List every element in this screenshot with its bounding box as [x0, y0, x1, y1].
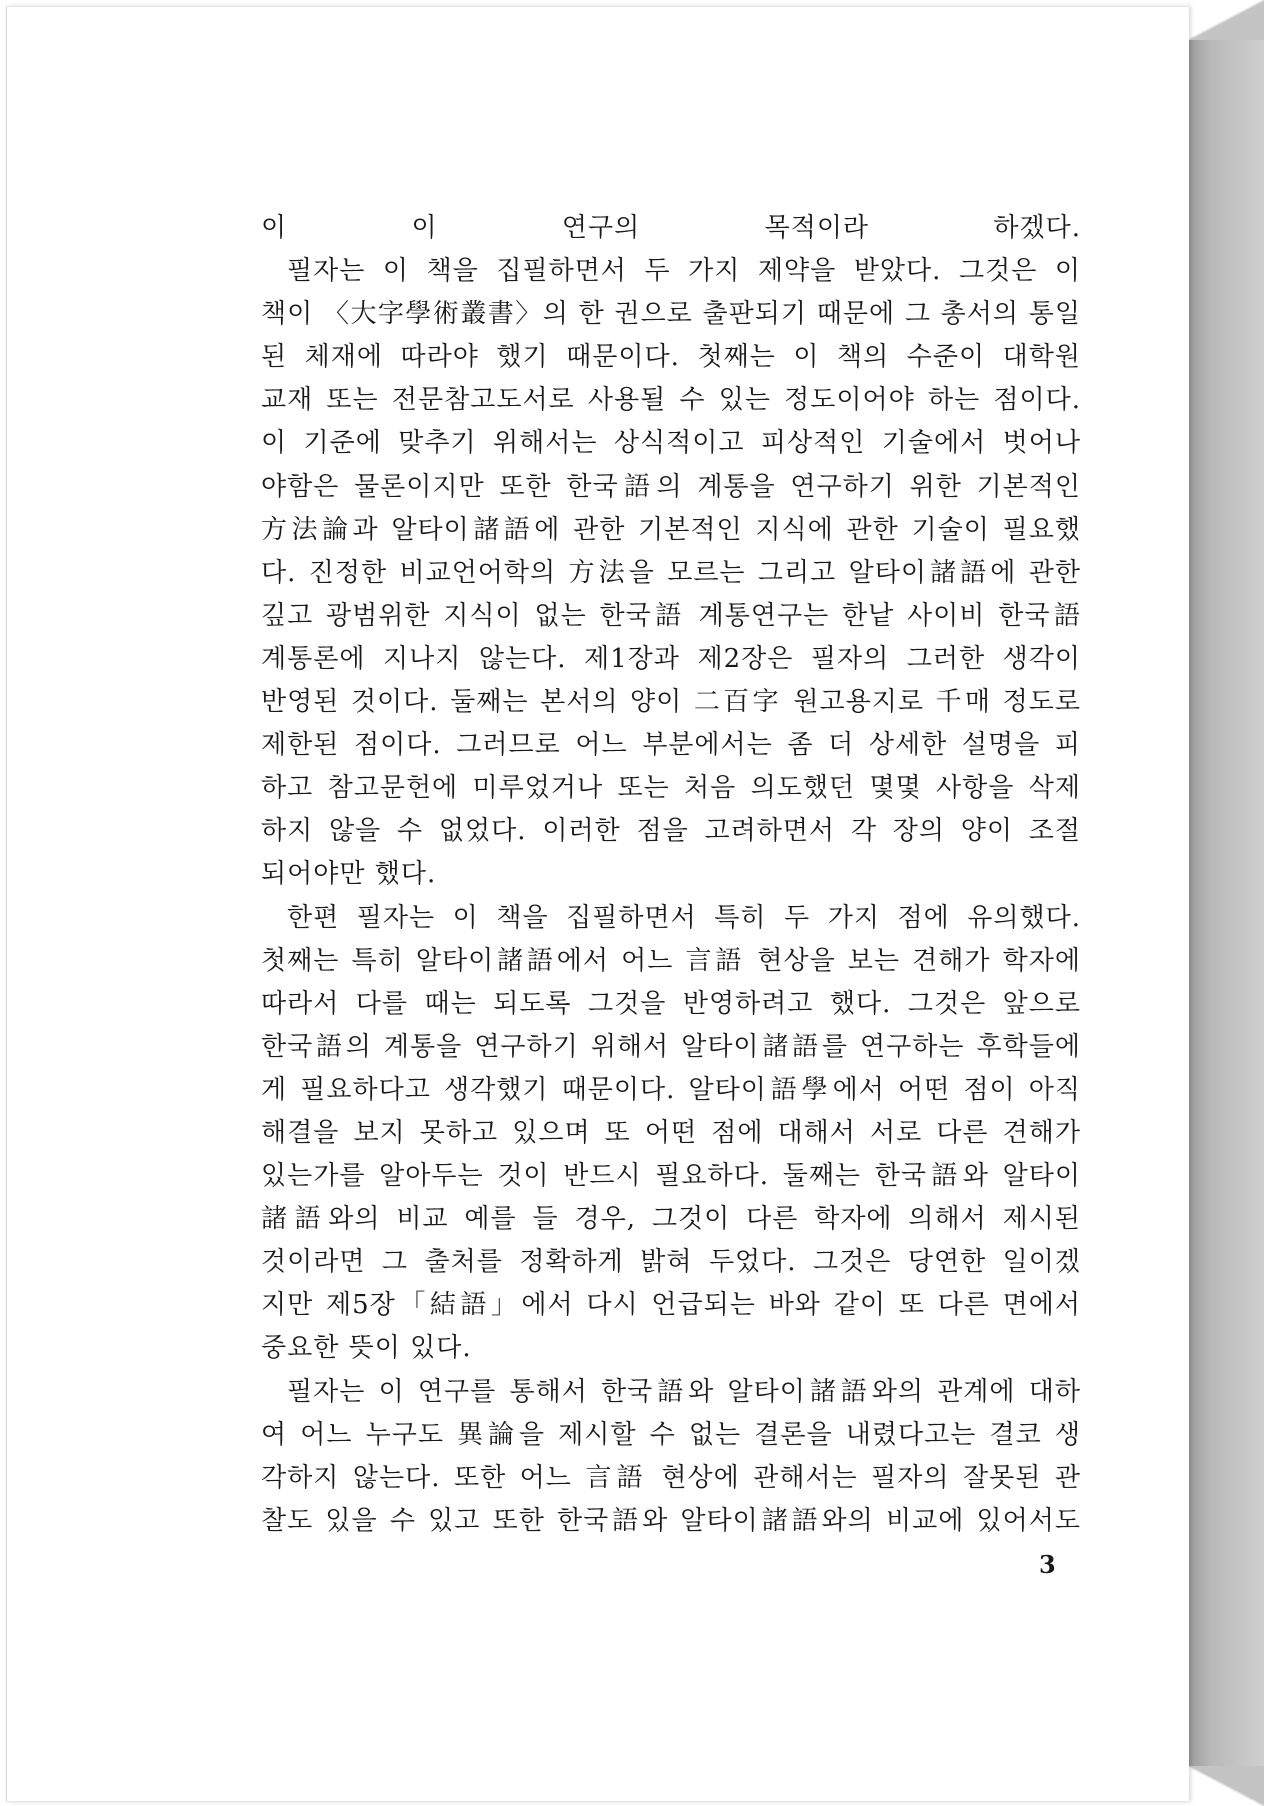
text-line: 있는가를 알아두는 것이 반드시 필요하다. 둘째는 한국語와 알타이: [261, 1161, 1081, 1192]
paragraph-last-line: 중요한 뜻이 있다.: [261, 1333, 472, 1364]
page-number: 3: [1039, 1550, 1056, 1579]
paragraph-first-line: 필자는 이 연구를 통해서 한국語와 알타이諸語와의 관계에 대하: [287, 1376, 1081, 1407]
text-line: 게 필요하다고 생각했기 때문이다. 알타이語學에서 어떤 점이 아직: [261, 1074, 1081, 1105]
paragraph-last-line: 되어야만 했다.: [261, 859, 437, 890]
text-line: 각하지 않는다. 또한 어느 言語 현상에 관해서는 필자의 잘못된 관: [261, 1462, 1081, 1493]
book-page: [6, 6, 1189, 1802]
text-line: 첫째는 특히 알타이諸語에서 어느 言語 현상을 보는 견해가 학자에: [261, 945, 1081, 976]
text-line: 여 어느 누구도 異論을 제시할 수 없는 결론을 내렸다고는 결코 생: [261, 1419, 1081, 1450]
text-line: 따라서 다를 때는 되도록 그것을 반영하려고 했다. 그것은 앞으로: [261, 988, 1081, 1019]
text-line: 깊고 광범위한 지식이 없는 한국語 계통연구는 한낱 사이비 한국語: [261, 600, 1081, 631]
paragraph-first-line: 필자는 이 책을 집필하면서 두 가지 제약을 받았다. 그것은 이: [287, 256, 1081, 287]
text-line: 반영된 것이다. 둘째는 본서의 양이 二百字 원고용지로 千매 정도로: [261, 687, 1081, 718]
paragraph-first-line: 한편 필자는 이 책을 집필하면서 특히 두 가지 점에 유의했다.: [287, 902, 1081, 933]
text-line: 方法論과 알타이諸語에 관한 기본적인 지식에 관한 기술이 필요했: [261, 514, 1081, 545]
body-text: [261, 207, 1081, 1543]
text-line: 계통론에 지나지 않는다. 제1장과 제2장은 필자의 그러한 생각이: [261, 643, 1081, 674]
text-line: 다. 진정한 비교언어학의 方法을 모르는 그리고 알타이諸語에 관한: [261, 557, 1081, 588]
text-line: 된 체재에 따라야 했기 때문이다. 첫째는 이 책의 수준이 대학원: [261, 342, 1081, 373]
text-line: 야함은 물론이지만 또한 한국語의 계통을 연구하기 위한 기본적인: [261, 471, 1081, 502]
text-line: 지만 제5장「結語」에서 다시 언급되는 바와 같이 또 다른 면에서: [261, 1290, 1081, 1321]
text-line: 책이 〈大字學術叢書〉의 한 권으로 출판되기 때문에 그 총서의 통일: [261, 299, 1081, 330]
text-line: 교재 또는 전문참고도서로 사용될 수 있는 정도이어야 하는 점이다.: [261, 385, 1081, 416]
book-page-edge-top: [1188, 0, 1264, 40]
text-line: 이 기준에 맞추기 위해서는 상식적이고 피상적인 기술에서 벗어나: [261, 428, 1081, 459]
text-line: 제한된 점이다. 그러므로 어느 부분에서는 좀 더 상세한 설명을 피: [261, 730, 1081, 761]
text-line: 하고 참고문헌에 미루었거나 또는 처음 의도했던 몇몇 사항을 삭제: [261, 773, 1081, 804]
text-line: 한국語의 계통을 연구하기 위해서 알타이諸語를 연구하는 후학들에: [261, 1031, 1081, 1062]
text-line: 것이라면 그 출처를 정확하게 밝혀 두었다. 그것은 당연한 일이겠: [261, 1247, 1081, 1278]
text-line: 諸語와의 비교 예를 들 경우, 그것이 다른 학자에 의해서 제시된: [261, 1204, 1081, 1235]
text-line: 이 이 연구의 목적이라 하겠다.: [261, 213, 1081, 243]
text-line: 찰도 있을 수 있고 또한 한국語와 알타이諸語와의 비교에 있어서도: [261, 1505, 1081, 1536]
text-line: 해결을 보지 못하고 있으며 또 어떤 점에 대해서 서로 다른 견해가: [261, 1117, 1081, 1148]
text-line: 하지 않을 수 없었다. 이러한 점을 고려하면서 각 장의 양이 조절: [261, 816, 1081, 847]
book-page-edge: [1188, 0, 1264, 1806]
book-page-edge-bottom: [1188, 1766, 1264, 1806]
